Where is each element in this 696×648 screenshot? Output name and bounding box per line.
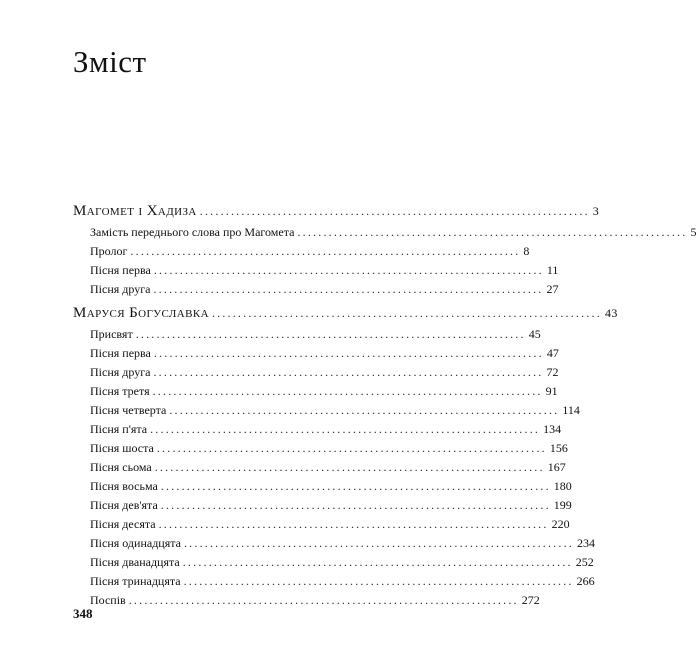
toc-page-number: 199 xyxy=(553,498,572,512)
dot-leader: ........................................................................... xyxy=(135,327,526,341)
dot-leader: ........................................................................... xyxy=(154,460,545,474)
toc-entry-label: Поспів xyxy=(90,593,126,607)
toc-entry-label: Пісня п'ята xyxy=(90,422,148,436)
toc-page-number: 134 xyxy=(543,422,562,436)
dot-leader: ........................................................................... xyxy=(150,422,541,436)
toc-page-number: 234 xyxy=(576,536,595,550)
toc-entry-label: Пролог xyxy=(90,244,128,258)
toc-entry[interactable] xyxy=(73,536,595,551)
dot-leader: ........................................................................... xyxy=(152,384,543,398)
dot-leader: ........................................................................... xyxy=(182,555,573,569)
toc-page-number: 180 xyxy=(553,479,572,493)
toc-section-marusia[interactable] xyxy=(73,305,618,322)
toc-entry-label: Присвят xyxy=(90,327,133,341)
toc-page-number: 43 xyxy=(604,306,618,320)
page-title: Зміст xyxy=(73,44,147,79)
dot-leader: ........................................................................... xyxy=(183,574,574,588)
toc-entry[interactable] xyxy=(73,574,595,589)
toc-page-number: 266 xyxy=(576,574,595,588)
dot-leader: ........................................................................... xyxy=(158,517,549,531)
toc-entry[interactable] xyxy=(73,384,558,399)
toc-page-number: 45 xyxy=(528,327,541,341)
toc-page-number: 114 xyxy=(562,403,580,417)
toc-entry[interactable] xyxy=(73,593,540,608)
toc-entry-label: Пісня друга xyxy=(90,365,151,379)
toc-entry[interactable] xyxy=(73,555,594,570)
dot-leader: ........................................................................... xyxy=(160,498,551,512)
dot-leader: ........................................................................... xyxy=(160,479,551,493)
toc-entry[interactable] xyxy=(73,403,580,418)
dot-leader: ........................................................................... xyxy=(297,225,688,239)
dot-leader: ........................................................................... xyxy=(156,441,547,455)
toc-entry-label: Пісня третя xyxy=(90,384,150,398)
dot-leader: ........................................................................... xyxy=(199,204,590,218)
toc-entry[interactable] xyxy=(73,346,559,361)
toc-entry-label: Пісня перва xyxy=(90,263,151,277)
toc-section-title: Магомет і Хадиза xyxy=(73,203,197,219)
toc-entry[interactable] xyxy=(73,422,562,437)
toc-entry-label: Пісня друга xyxy=(90,282,151,296)
toc-entry-label: Пісня дванадцята xyxy=(90,555,180,569)
toc-entry[interactable] xyxy=(73,327,541,342)
dot-leader: ........................................................................... xyxy=(183,536,574,550)
dot-leader: ........................................................................... xyxy=(153,263,544,277)
toc-section-magomet[interactable] xyxy=(73,203,600,220)
toc-entry-label: Пісня дев'ята xyxy=(90,498,158,512)
toc-page-number: 8 xyxy=(523,244,530,258)
toc-page-number: 47 xyxy=(546,346,559,360)
toc-entry-label: Пісня сьома xyxy=(90,460,152,474)
toc-page-number: 156 xyxy=(549,441,568,455)
dot-leader: ........................................................................... xyxy=(130,244,521,258)
toc-entry[interactable] xyxy=(73,498,572,513)
toc-page-number: 27 xyxy=(546,282,559,296)
dot-leader: ........................................................................... xyxy=(169,403,560,417)
toc-page-number: 72 xyxy=(546,365,559,379)
toc-entry[interactable] xyxy=(73,225,696,240)
dot-leader: ........................................................................... xyxy=(211,306,602,320)
toc-entry-label: Пісня тринадцята xyxy=(90,574,181,588)
toc-page-number: 91 xyxy=(545,384,558,398)
toc-entry-label: Замість переднього слова про Магомета xyxy=(90,225,295,239)
toc-entry[interactable] xyxy=(73,460,566,475)
toc-entry[interactable] xyxy=(73,282,559,297)
dot-leader: ........................................................................... xyxy=(153,346,544,360)
toc-page-number: 5 xyxy=(690,225,696,239)
toc-entry[interactable] xyxy=(73,365,559,380)
toc-page-number: 167 xyxy=(547,460,566,474)
toc-entry[interactable] xyxy=(73,263,559,278)
toc-page-number: 3 xyxy=(592,204,600,218)
toc-entry[interactable] xyxy=(73,479,572,494)
toc-entry[interactable] xyxy=(73,441,568,456)
toc-section-title: Маруся Богуславка xyxy=(73,305,209,321)
toc-entry-label: Пісня одинадцята xyxy=(90,536,181,550)
toc-entry[interactable] xyxy=(73,244,530,259)
toc-entry-label: Пісня восьма xyxy=(90,479,158,493)
toc-entry-label: Пісня десята xyxy=(90,517,156,531)
toc-entry-label: Пісня четверта xyxy=(90,403,167,417)
toc-page-number: 252 xyxy=(575,555,594,569)
page-number-folio: 348 xyxy=(73,606,93,621)
dot-leader: ........................................................................... xyxy=(128,593,519,607)
dot-leader: ........................................................................... xyxy=(153,282,544,296)
dot-leader: ........................................................................... xyxy=(153,365,544,379)
toc-entry-label: Пісня перва xyxy=(90,346,151,360)
toc-page-number: 220 xyxy=(551,517,570,531)
toc-entry[interactable] xyxy=(73,517,570,532)
toc-page-number: 11 xyxy=(546,263,559,277)
toc-entry-label: Пісня шоста xyxy=(90,441,154,455)
toc-page-number: 272 xyxy=(521,593,540,607)
